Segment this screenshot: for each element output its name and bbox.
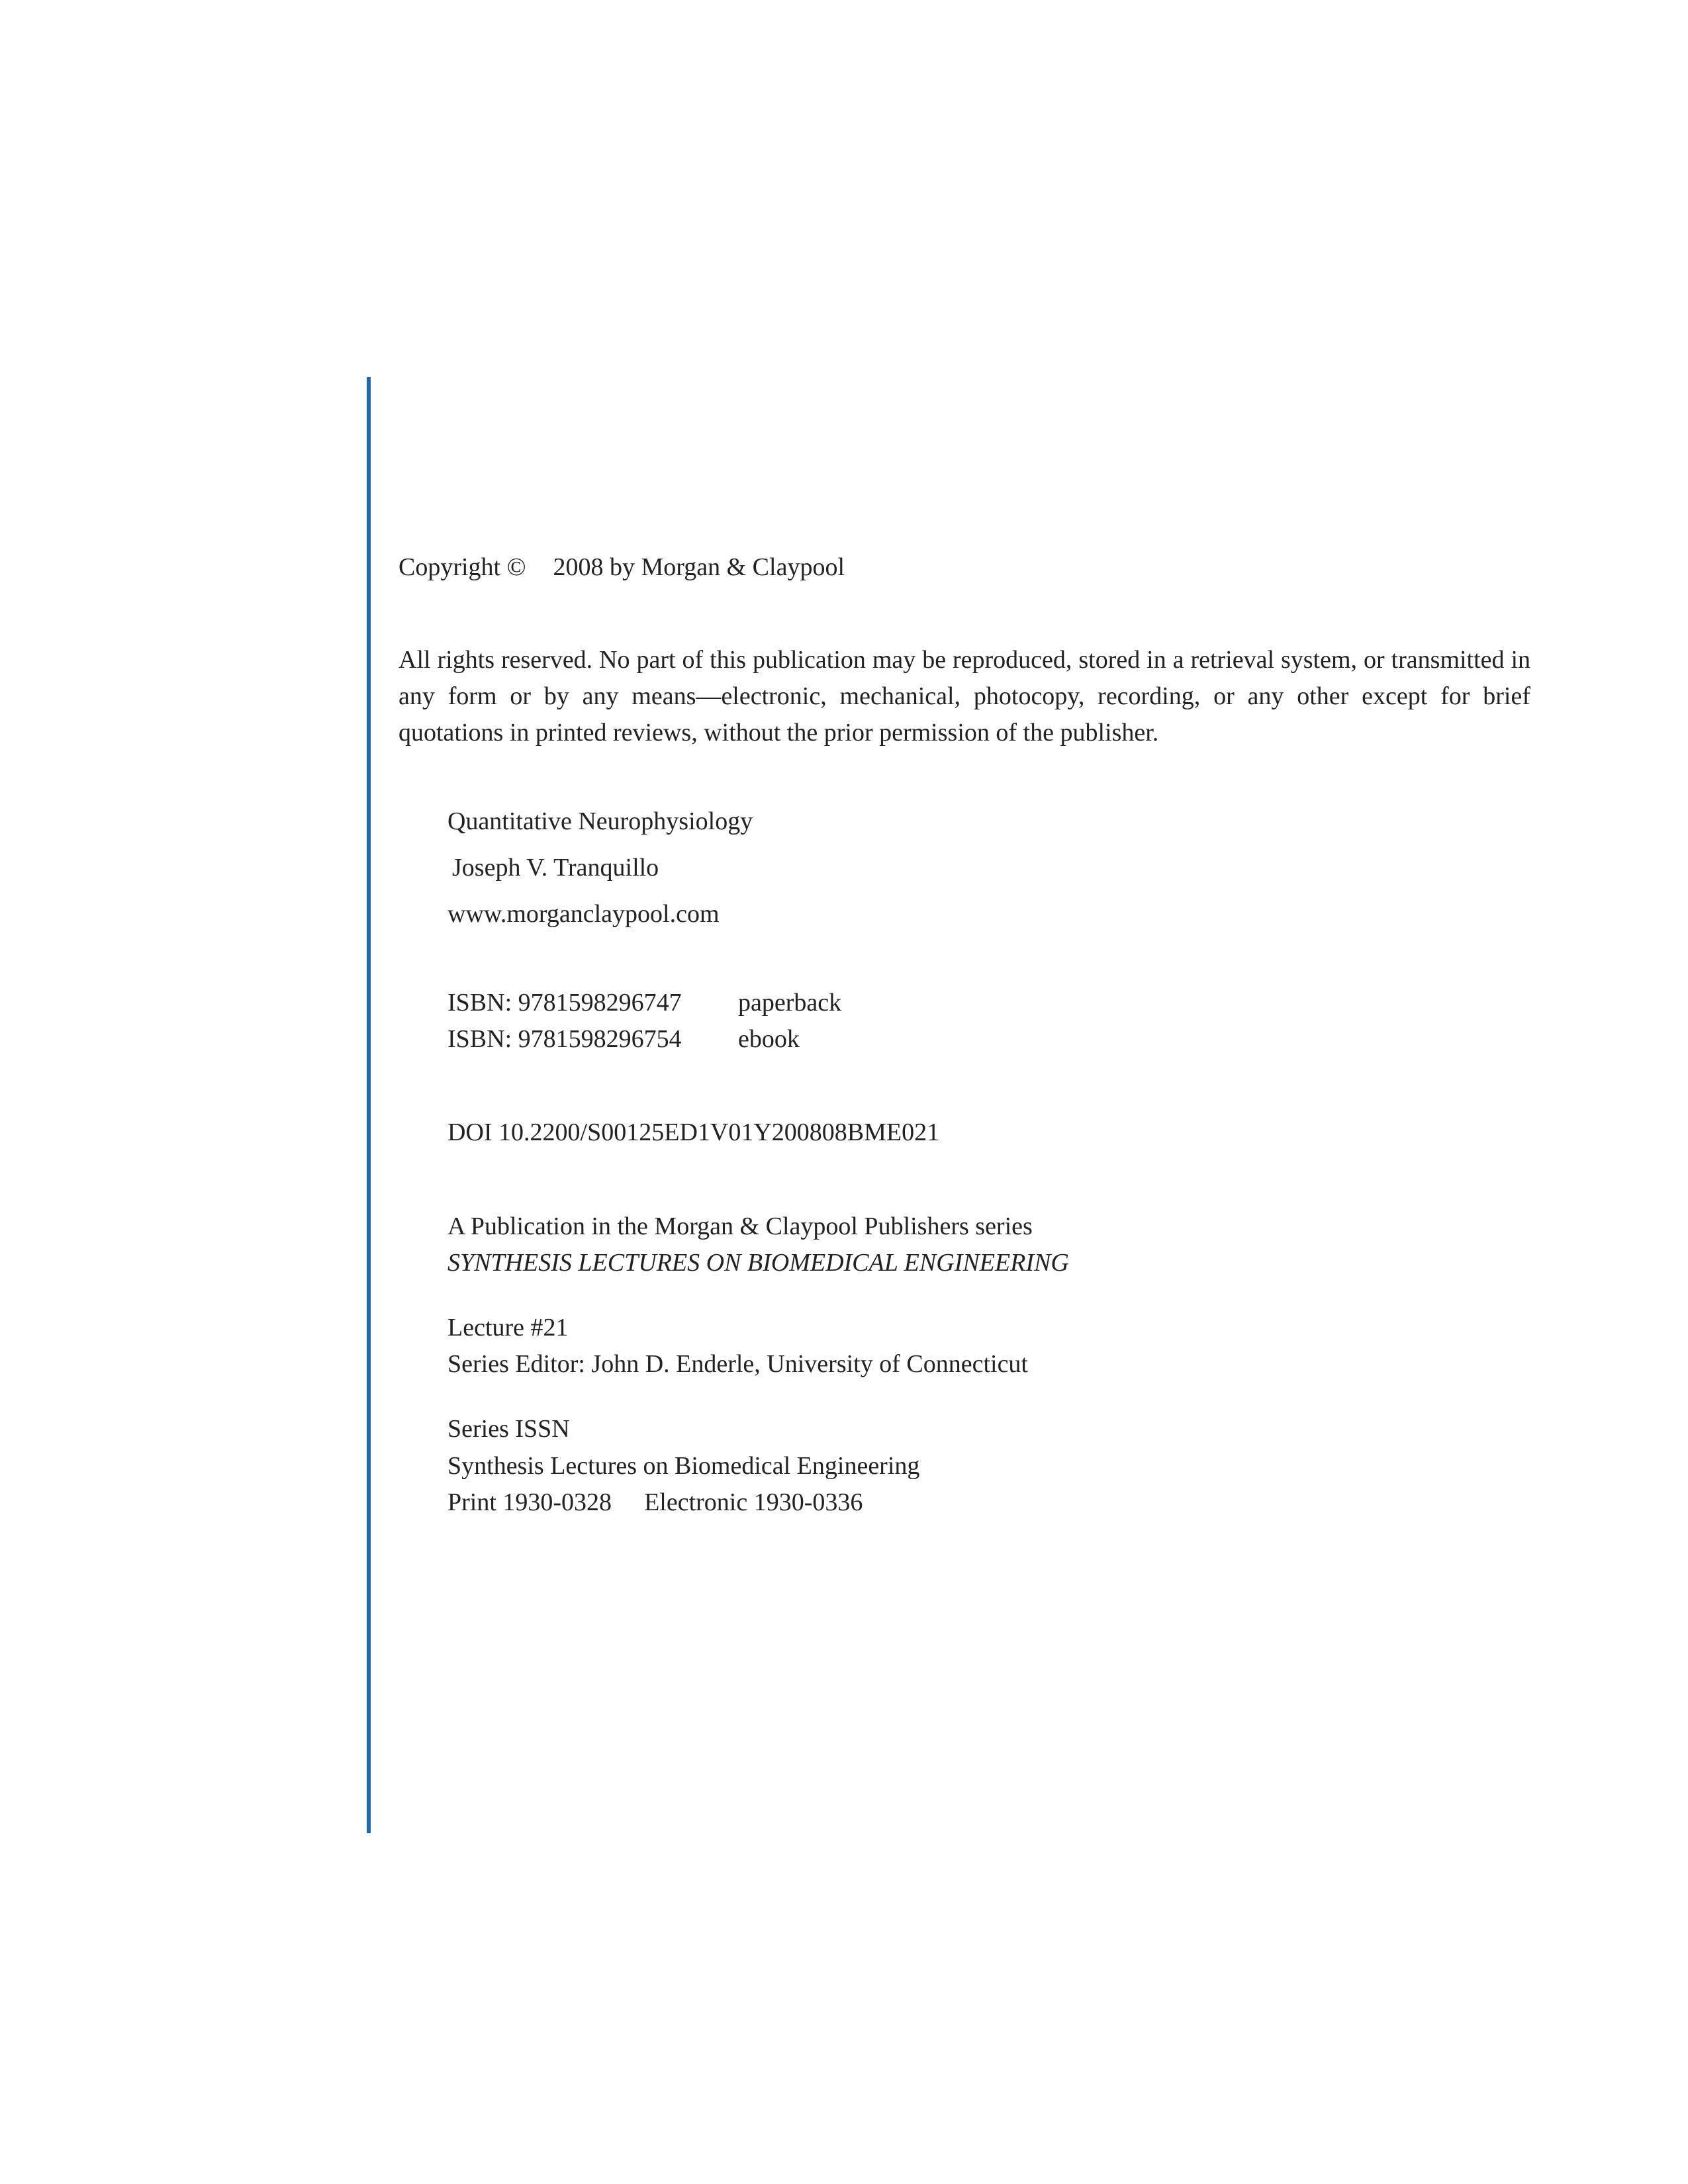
book-author: Joseph V. Tranquillo: [452, 854, 659, 882]
issn-series-name: Synthesis Lectures on Biomedical Engineering: [447, 1452, 920, 1480]
issn-heading: Series ISSN: [447, 1415, 570, 1443]
issn-numbers: [447, 1490, 863, 1515]
copyright-line: [399, 555, 845, 580]
rights-notice: All rights reserved. No part of this publication may be reproduced, stored in a retrieval system, or transmitted in any form or by any means—electronic, mechanical, photocopy, recording, or any other except for brief quotations in printed reviews, without the prior permission of the publisher.: [399, 646, 1530, 747]
isbn-format-paperback: paperback: [738, 989, 842, 1017]
isbn-ebook: ISBN: 9781598296754: [447, 1025, 682, 1053]
series-editor: Series Editor: John D. Enderle, University of Connecticut: [447, 1350, 1028, 1378]
book-title: Quantitative Neurophysiology: [447, 807, 753, 835]
isbn-paperback: ISBN: 9781598296747: [447, 989, 682, 1017]
isbn-row-paperback: [447, 990, 911, 1015]
series-publication-line: A Publication in the Morgan & Claypool Publishers series: [447, 1212, 1033, 1240]
margin-accent-rule: [367, 377, 371, 1833]
publisher-website: www.morganclaypool.com: [447, 900, 720, 928]
copyright-holder: 2008 by Morgan & Claypool: [553, 553, 845, 581]
copyright-prefix: Copyright ©: [399, 553, 526, 581]
lecture-number: Lecture #21: [447, 1314, 569, 1342]
issn-electronic: Electronic 1930-0336: [644, 1488, 863, 1516]
isbn-row-ebook: [447, 1026, 911, 1052]
series-name: SYNTHESIS LECTURES ON BIOMEDICAL ENGINEERING: [447, 1249, 1069, 1277]
doi: DOI 10.2200/S00125ED1V01Y200808BME021: [447, 1118, 940, 1146]
isbn-format-ebook: ebook: [738, 1025, 800, 1053]
issn-print: Print 1930-0328: [447, 1488, 612, 1516]
